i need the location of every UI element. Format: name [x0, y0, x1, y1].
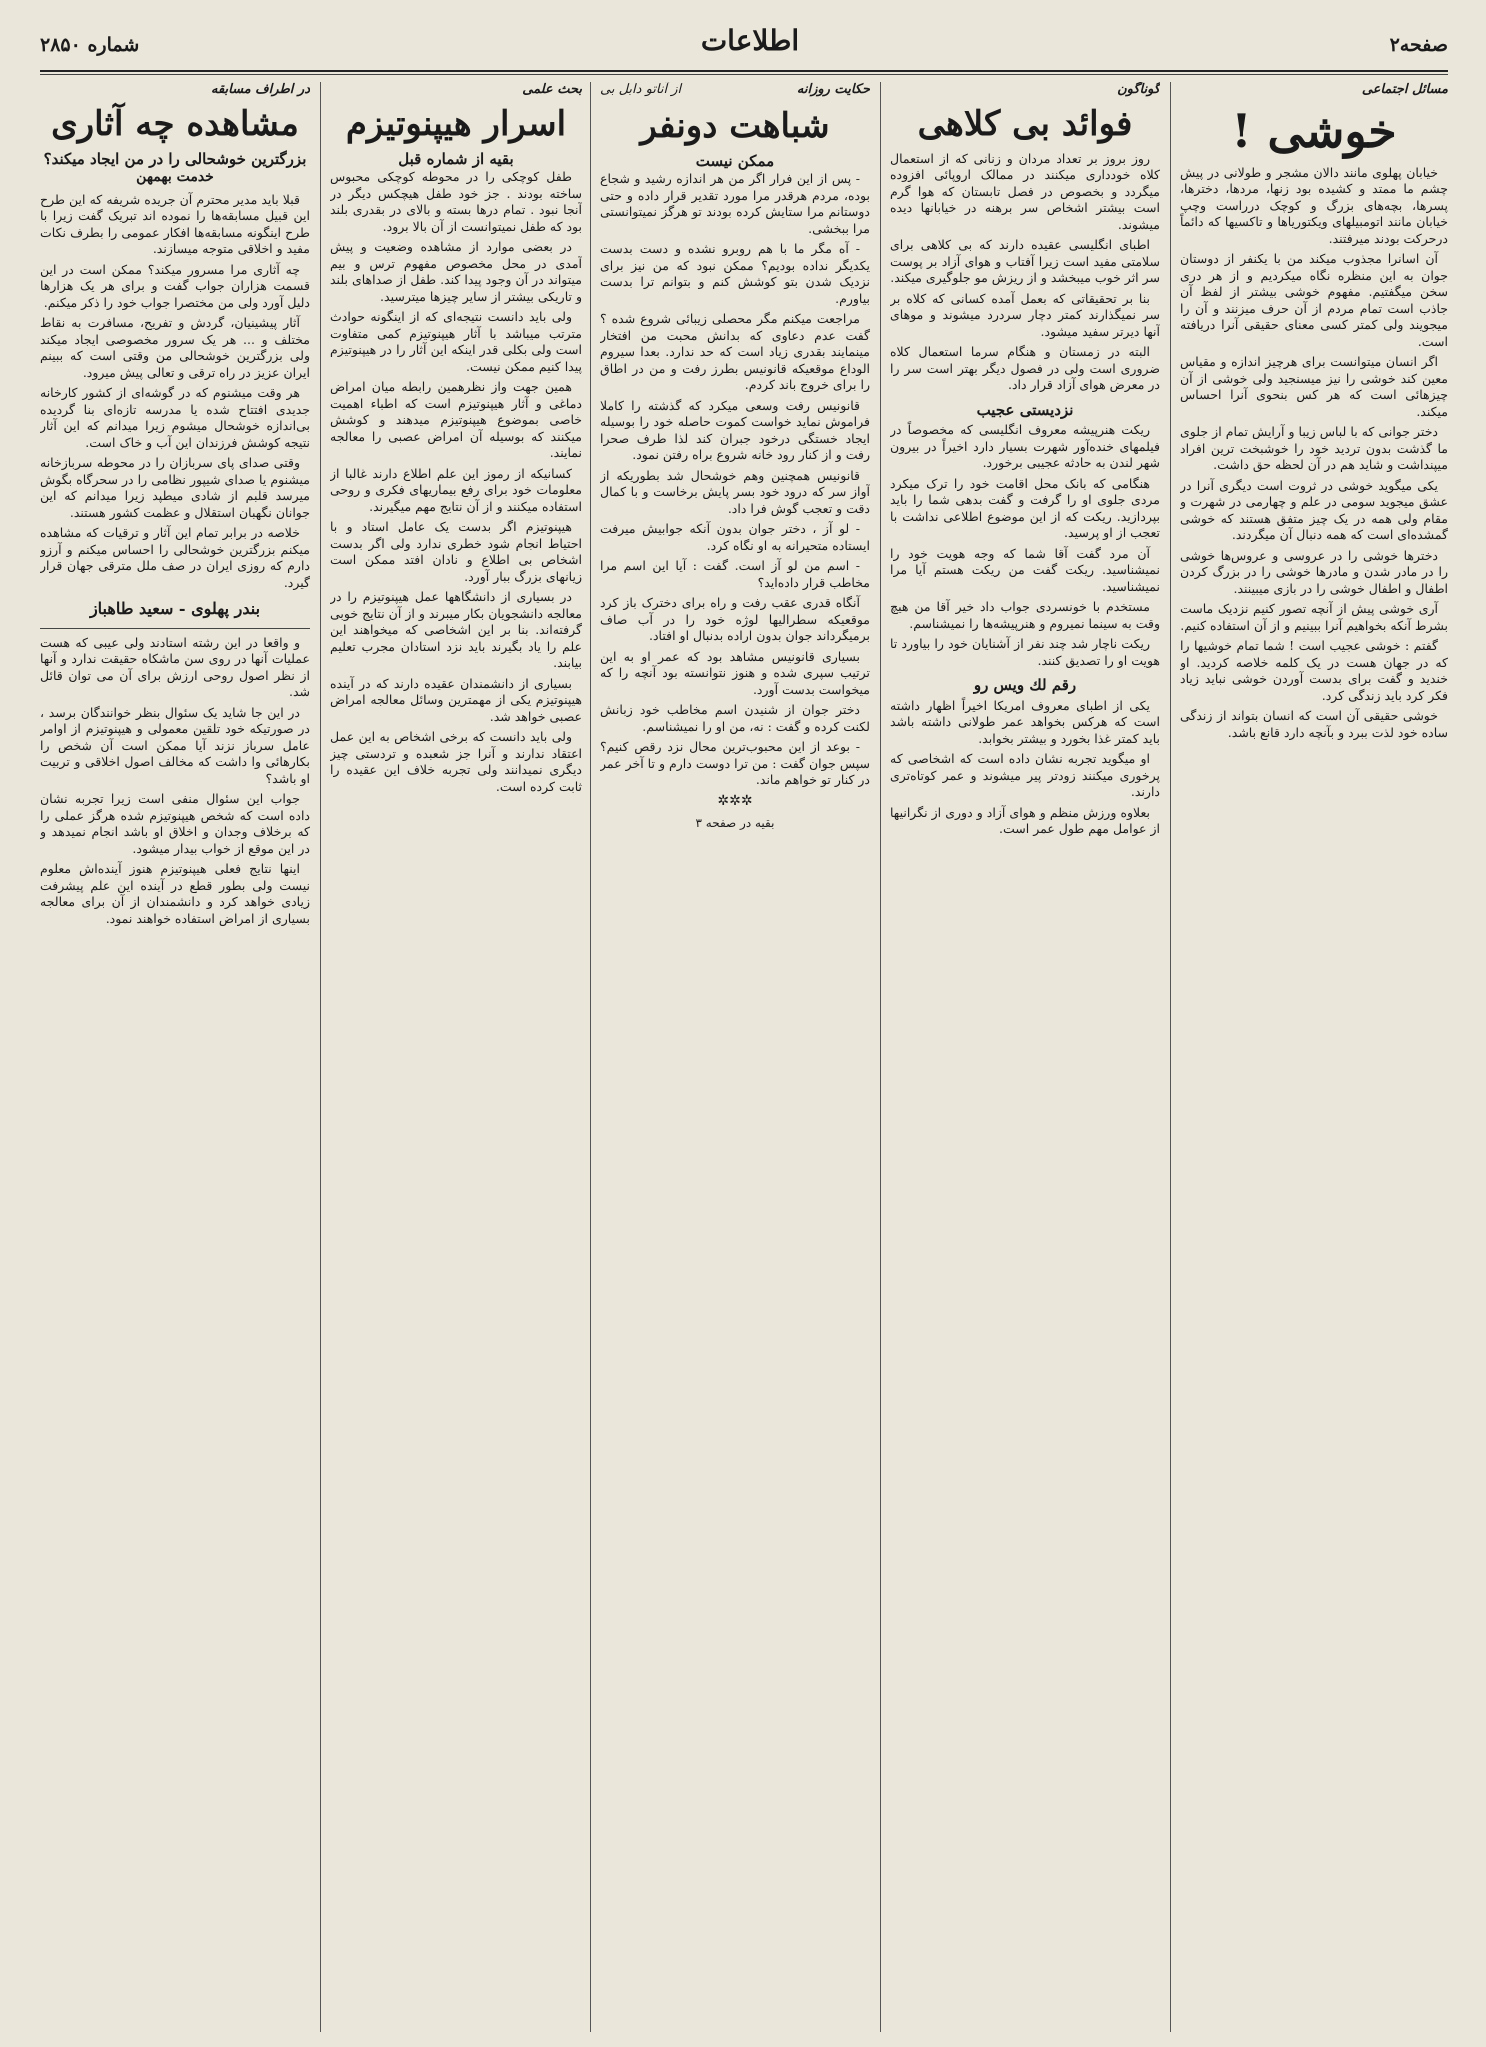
paragraph: او میگوید تجربه نشان داده است که اشخاصی که پرخوری میکنند زودتر پیر میشوند و عمر کوتاه‌تری دارند. — [890, 751, 1160, 799]
paragraph: هر وقت میشنوم که در گوشه‌ای از کشور کارخانه جدیدی افتتاح شده یا مدرسه تازه‌ای بنا گردیده بی‌اندازه خوشحال میشوم زیرا میدانم که این آثار نتیجه کوشش فرزندان این آب و خاک است. — [40, 385, 310, 450]
paragraph: دخترها خوشی را در عروسی و عروس‌ها خوشی را در مادر شدن و مادرها خوشی را در بزرگ کردن اطفال و اطفال خوشی را در بازی میبینند. — [1180, 547, 1448, 596]
paragraph: خلاصه در برابر تمام این آثار و ترقیات که مشاهده میکنم بزرگترین خوشحالی را احساس میکنم و آرزو دارم که روزی ایران در صف ملل مترقی جهان قرار گیرد. — [40, 525, 310, 590]
paragraph: قانونیس رفت وسعی میکرد که گذشته را کاملا فراموش نماید خواست کموت حاصله خود را بوسیله ایجاد خستگی درخود جبران کند لذا طرف صحرا رفت و از کنار رود خانه شروع براه رفتن نمود. — [600, 397, 870, 462]
paragraph: آن مرد گفت آقا شما که وجه هویت خود را نمیشناسید. ریکت گفت من ریکت هستم آیا مرا نمیشناسید. — [890, 545, 1160, 594]
paper-name: اطلاعات — [700, 24, 800, 57]
paragraph: اطبای انگلیسی عقیده دارند که بی کلاهی برای سلامتی مفید است زیرا آفتاب و هوای آزاد بر پوست سر اثر خوب میبخشد و از ریزش مو جلوگیری میکند. — [890, 237, 1160, 285]
column-mosabeghe — [40, 82, 310, 2032]
paragraph: در این جا شاید یک سئوال بنظر خوانندگان برسد ، در صورتیکه خود تلقین معمولی و هیپنوتیزم از اوامر عامل سرباز نزند آیا ممکن است آن شخص را بکارهائی وا داشت که مخالف اصول اخلاقی و تربیت او باشد؟ — [40, 704, 310, 786]
column-kicker: حکایت روزانه — [796, 82, 870, 97]
paragraph: ولی باید دانست که برخی اشخاص به این عمل اعتقاد ندارند و آنرا جز شعبده و تردستی چیز دیگری نمیدانند ولی تجربه خلاف این عقیده را ثابت کرده است. — [330, 729, 582, 794]
paragraph: ریکت ناچار شد چند نفر از آشنایان خود را بیاورد تا هویت او را تصدیق کنند. — [890, 636, 1160, 668]
issue-label: شماره ۲۸۵۰ — [40, 34, 140, 56]
article-subtitle: بزرگترین خوشحالی را در من ایجاد میکند؟ — [43, 149, 307, 168]
paragraph: روز بروز بر تعداد مردان و زنانی که از استعمال کلاه خودداری میکنند در ممالک اروپائی افزوده میگردد و بخصوص در فصل تابستان که هوا گرم است بیشتر اشخاص سر برهنه در خیابانها دیده میشوند. — [890, 150, 1160, 232]
paragraph: - آه مگر ما با هم روبرو نشده و دست بدست یکدیگر نداده بودیم؟ ممکن نبود که من نیز برای نزدیک شدن بتو کوشش کنم و بتوانم ترا بدست بیاورم. — [600, 241, 870, 306]
paragraph: یکی از اطبای معروف امریکا اخیراً اظهار داشته است که هرکس بخواهد عمر طولانی داشته باشد باید کمتر غذا بخورد و بیشتر بخوابد. — [890, 697, 1160, 746]
column-kicker: مسائل اجتماعی — [1361, 82, 1448, 97]
article-subtitle: ممکن نیست — [695, 151, 775, 170]
column-divider — [590, 82, 591, 2032]
paragraph: یکی میگوید خوشی در ثروت است دیگری آنرا در عشق میجوید سومی در علم و چهارمی در شهرت و مقام ولی همه در یک چیز متفق هستند که خوشی گمشده‌ای است که همه دنبال آن میگردند. — [1180, 477, 1448, 542]
paragraph: - اسم من لو آز است. گفت : آیا این اسم مرا مخاطب قرار داده‌اید؟ — [600, 558, 870, 590]
column-bikolahi — [890, 82, 1160, 2032]
article-subtitle: بقیه از شماره قبل — [398, 149, 514, 168]
column-shebahat — [600, 82, 870, 2032]
masthead-rule — [40, 70, 1448, 72]
paragraph: اینها نتایج فعلی هیپنوتیزم هنوز آینده‌اش معلوم نیست ولی بطور قطع در آینده این علم پیشرفت زیادی خواهد کرد و دانشمندان از آن برای معالجه بسیاری از امراض استفاده خواهند نمود. — [40, 861, 310, 926]
article-headline: اسرار هیپنوتیزم — [345, 103, 567, 144]
section-divider — [40, 628, 310, 629]
paragraph: قانونیس همچنین وهم خوشحال شد بطوریکه از آواز سر که درود خود بسر پایش برخاست و با کمال دقت و تعجب گوش فرا داد. — [600, 467, 870, 516]
article-headline: شباهت دونفر — [640, 105, 830, 146]
paragraph: هیپنوتیزم اگر بدست یک عامل استاد و با احتیاط انجام شود خطری ندارد ولی اگر بدست اشخاص بی اطلاع و نادان افتد ممکن است زیانهای بزرگ ببار آورد. — [330, 519, 582, 584]
column-kicker: بحث علمی — [522, 82, 582, 97]
paragraph: و واقعا در این رشته استادند ولی عیبی که هست عملیات آنها در روی سن ماشکاه حقیقت ندارد و آنها از نظر اصول روحی ارزش برای آن می توان قائل شد. — [40, 634, 310, 699]
paragraph: ولی باید دانست نتیجه‌ای که از اینگونه حوادث مترتب میباشد با آثار هیپنوتیزم کمی متفاوت است ولی بکلی قدر اینکه این آثار را در هیپنوتیزم پیدا کنیم ممکن نیست. — [330, 309, 582, 374]
article-headline: خوشی ! — [1231, 103, 1397, 158]
continued-note: بقیه در صفحه ۳ — [695, 816, 775, 830]
paragraph: - پس از این فرار اگر من هر اندازه رشید و شجاع بوده، مردم هرقدر مرا مورد تقدیر قرار داده و حتی دوستانم مرا ستایش کرده بودند تو هرگز نمیتوانستی مرا ببخشی. — [600, 171, 870, 236]
column-divider — [320, 82, 321, 2032]
paragraph: بعلاوه ورزش منظم و هوای آزاد و دوری از نگرانیها از عوامل مهم طول عمر است. — [890, 804, 1160, 836]
paragraph: - بوعد از این محبوب‌ترین محال نزد رقص کنیم؟ سپس جوان گفت : من ترا دوست دارم و تا آخر عمر در کنار تو خواهم ماند. — [600, 739, 870, 787]
paragraph: آثار پیشینیان، گردش و تفریح، مسافرت به نقاط مختلف و ... هر یک سرور مخصوصی ایجاد میکند ولی بزرگترین خوشحالی من وقتی است که ببینم ایران عزیز در راه ترقی و تعالی پیش میرود. — [40, 315, 310, 380]
column-kicker: گوناگون — [1117, 82, 1160, 97]
ornament-icon: ✲✲✲ — [717, 792, 753, 809]
masthead-rule-thin — [40, 74, 1448, 75]
article-signature: بندر پهلوی - سعید طاهباز — [89, 599, 261, 618]
paragraph: چه آثاری مرا مسرور میکند؟ ممکن است در این قسمت هزاران جواب گفت و برای هر یک هزارها دلیل آورد ولی من مختصرا جواب خود را ذکر میکنم. — [40, 261, 310, 310]
paragraph: گفتم : خوشی عجیب است ! شما تمام خوشیها را که در جهان هست در یک کلمه خلاصه کردید. او خندید و گفت برای بدست آوردن خوشی نباید زیاد فکر کرد باید زندگی کرد. — [1180, 638, 1448, 703]
paragraph: اگر انسان میتوانست برای هرچیز اندازه و مقیاس معین کند خوشی را نیز میسنجید ولی خوشی از آن چیزهائی است که هر کس بنحوی آنرا احساس میکند. — [1180, 354, 1448, 419]
paragraph: البته در زمستان و هنگام سرما استعمال کلاه ضروری است ولی در فصول دیگر بهتر است سر را در معرض هوای آزاد قرار داد. — [890, 344, 1160, 392]
section-title: رقم لك ویس رو — [973, 676, 1077, 694]
paragraph: - لو آز ، دختر جوان بدون آنکه جوابیش میرفت ایستاده متحیرانه به او نگاه کرد. — [600, 521, 870, 553]
column-khoshi — [1180, 82, 1448, 2032]
paragraph: خوشی حقیقی آن است که انسان بتواند از زندگی ساده خود لذت ببرد و بآنچه دارد قانع باشد. — [1180, 708, 1448, 740]
column-hipnotizm — [330, 82, 582, 2032]
paragraph: همین جهت واز نظرهمین رابطه میان امراض دماغی و آثار هیپنوتیزم است که اطباء اهمیت خاصی بموضوع هیپنوتیزم میدهند و کوشش میکنند که بوسیله آن امراض عصبی را معالجه نمایند. — [330, 379, 582, 460]
article-body — [330, 169, 582, 795]
paragraph: جواب این سئوال منفی است زیرا تجربه نشان داده است که شخص هیپنوتیزم شده هرگز عملی را که برخلاف وجدان و اخلاق او باشد انجام نمیدهد و در این موقع از خواب بیدار میشود. — [40, 791, 310, 856]
paragraph: در بسیاری از دانشگاهها عمل هیپنوتیزم را در معالجه دانشجویان بکار میبرند و از آن نتایج خوبی گرفته‌اند. بنا بر این اشخاصی که میخواهند این علم را یاد بگیرند باید نزد استادان مجرب تعلیم بیابند. — [330, 589, 582, 670]
page-label: صفحه۲ — [1389, 34, 1448, 56]
paragraph: آری خوشی پیش از آنچه تصور کنیم نزدیک ماست بشرط آنکه بخواهیم آنرا ببینیم و از آن استفاده کنیم. — [1180, 601, 1448, 633]
paragraph: مستخدم با خونسردی جواب داد خیر آقا من هیچ وقت به سینما نمیروم و هنرپیشه‌ها را نمیشناسم. — [890, 599, 1160, 631]
article-byline: خدمت بهمهن — [136, 169, 214, 185]
continued-body — [40, 635, 310, 928]
paragraph: کسانیکه از رموز این علم اطلاع دارند غالبا از معلومات خود برای رفع بیماریهای فکری و روحی استفاده میکنند و از آن نتایج مهم میگیرند. — [330, 465, 582, 514]
column-kicker: در اطراف مسابقه — [210, 82, 310, 97]
paragraph: بنا بر تحقیقاتی که بعمل آمده کسانی که کلاه بر سر نمیگذارند کمتر دچار سردرد میشوند و موهای آنها دیرتر سفید میشود. — [890, 290, 1160, 339]
column-divider — [1170, 82, 1171, 2032]
paragraph: مراجعت میکنم مگر محصلی زیبائی شروع شده ؟ گفت عدم دعاوی که بدانش محبت من افتخار مینمایند بقدری زیاد است که حد ندارد. بعدا سیروم الوداع موقعیکه قانونیس بطرز رفت و من در اطاق را برای خروج باند کردم. — [600, 311, 870, 392]
paragraph: طفل کوچکی را در محوطه کوچکی محبوس ساخته بودند . جز خود طفل هیچکس دیگر در آنجا نبود . تمام درها بسته و بالای در بقدری بلند بود که طفل نمیتوانست از آن بالا برود. — [330, 169, 582, 234]
paragraph: بسیاری قانونیس مشاهد بود که عمر او به این ترتیب سپری شده و هنوز نتوانسته بود آنچه را که میخواست بدست آورد. — [600, 648, 870, 697]
paragraph: در بعضی موارد از مشاهده وضعیت و پیش آمدی در محل مخصوص مفهوم ترس و بیم میتواند در آن وجود پیدا کند. طفل از صداهای بلند و تاریکی بیشتر از سایر چیزها میترسید. — [330, 239, 582, 304]
section-body — [890, 698, 1160, 838]
paragraph: وقتی صدای پای سربازان را در محوطه سربازخانه میشنوم یا صدای شیپور نظامی را در سحرگاه بگوش میرسد قلبم از شادی میطپد زیرا میدانم که این جوانان نگهبان استقلال و عظمت کشور هستند. — [40, 455, 310, 520]
paragraph: آن اسانرا مجذوب میکند من با یکنفر از دوستان جوان به این منظره نگاه میکردیم و از هر دری سخن میگفتیم. مفهوم خوشی بیشتر از لفظ آن جاذب است تمام مردم از آن حرف میزنند و آن را میجویند ولی کمتر کسی معنای حقیقی آنرا دریافته است. — [1180, 251, 1448, 349]
section-body — [890, 422, 1160, 669]
paragraph: آنگاه قدری عقب رفت و راه برای دخترک باز کرد موقعیکه سطرالیها لوژه خود را در آب صاف برمیگرداند جوان بدون اراده بدنبال او افتاد. — [600, 595, 870, 643]
article-body — [600, 171, 870, 789]
paragraph: هنگامی که بانک محل اقامت خود را ترک میکرد مردی جلوی او را گرفت و گفت بدهی شما را باید بپردازید. ریکت که از این موضوع اطلاعی نداشت با تعجب از او پرسید. — [890, 475, 1160, 540]
paragraph: ریکت هنرپیشه معروف انگلیسی که مخصوصاً در فیلمهای خنده‌آور شهرت بسیار دارد اخیراً در بیرون شهر لندن به حادثه عجیبی برخورد. — [890, 422, 1160, 470]
column-divider — [880, 82, 881, 2032]
article-body — [40, 192, 310, 592]
paragraph: خیابان پهلوی مانند دالان مشجر و طولانی در پیش چشم ما ممتد و کشیده بود زنها، مردها، دخترها، پسرها، بچه‌های بزرگ و کوچک درراست وچپ خیابان مانند اتومبیلهای ویکتوریاها و تاکسیها که دائماً درحرکت بودند میرفتند. — [1180, 164, 1448, 246]
story-header — [600, 82, 870, 101]
section-title: نزدیستی عجیب — [976, 400, 1074, 419]
article-body — [890, 151, 1160, 394]
article-headline: مشاهده چه آثاری — [51, 103, 299, 144]
article-headline: فوائد بی کلاهی — [917, 103, 1133, 144]
paragraph: دختر جوانی که با لباس زیبا و آرایش تمام از جلوی ما گذشت بدون تردید خود را خوشبخت ترین افراد میپنداشت و شاید هم در آن لحظه حق داشت. — [1180, 424, 1448, 472]
paragraph: قبلا باید مدیر محترم آن جریده شریفه که این طرح این قبیل مسابقه‌ها را نموده اند تبریک گفت زیرا با طرح اینگونه مسابقه‌ها افکار عمومی را بطرف نکات مفید و اخلاقی متوجه میسازند. — [40, 191, 310, 256]
story-author: از آناتو دابل بی — [600, 82, 682, 97]
paragraph: بسیاری از دانشمندان عقیده دارند که در آینده هیپنوتیزم یکی از مهمترین وسائل معالجه امراض عصبی خواهد شد. — [330, 675, 582, 724]
paragraph: دختر جوان از شنیدن اسم مخاطب خود زبانش لکنت کرده و گفت : نه، من او را نمیشناسم. — [600, 702, 870, 734]
masthead — [40, 22, 1448, 72]
article-body — [1180, 165, 1448, 742]
